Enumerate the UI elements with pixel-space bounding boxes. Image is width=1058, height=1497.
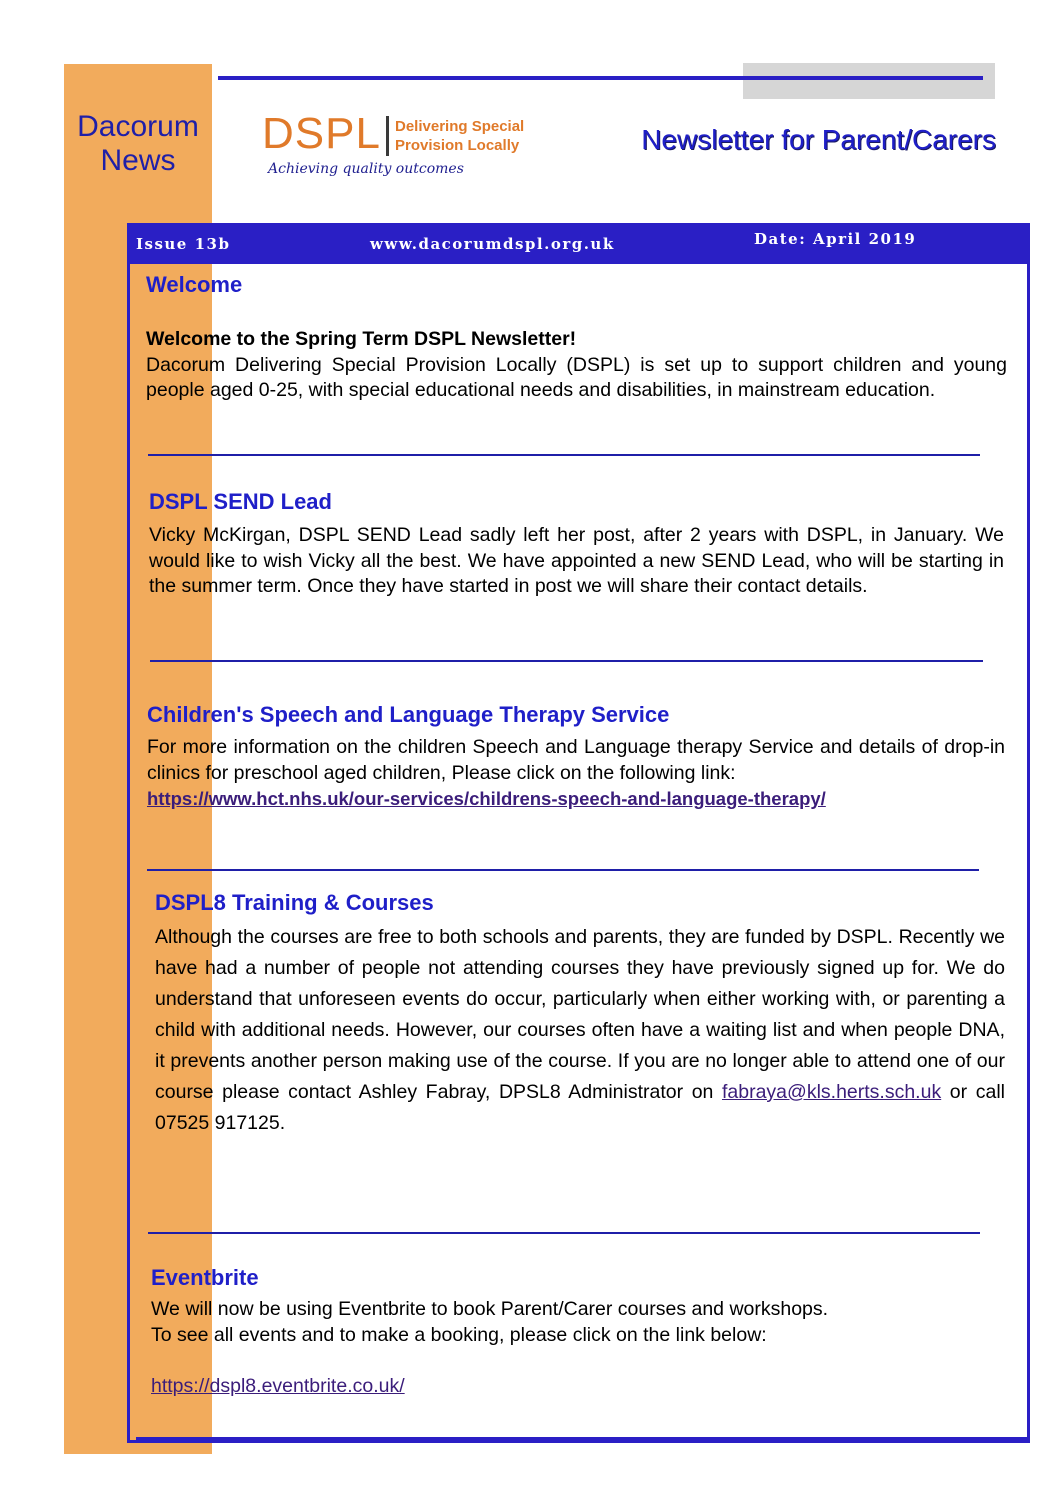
welcome-text: Dacorum Delivering Special Provision Locally (DSPL) is set up to support children and young people aged 0-25, with special educational needs and disabilities, in mainstream education. (146, 353, 1007, 401)
training-phone-text: or call 07525 917125. (155, 1081, 1005, 1134)
section-divider (148, 454, 980, 456)
sidebar-title-line1: Dacorum (77, 110, 199, 143)
section-divider (148, 1232, 980, 1234)
logo-tagline: Achieving quality outcomes (268, 161, 464, 177)
logo-subtitle-line2: Provision Locally (395, 137, 520, 154)
eventbrite-line2: To see all events and to make a booking, please click on the link below: (151, 1323, 767, 1346)
dspl-logo (262, 109, 537, 184)
logo-subtitle-line1: Delivering Special (395, 118, 525, 135)
logo-wordmark: DSPL (262, 109, 381, 158)
eventbrite-title: Eventbrite (151, 1265, 259, 1290)
training-text: Although the courses are free to both schools and parents, they are funded by DSPL. Recently we have had a number of people not attending courses they have previously signed up for. We do understand that unforeseen events do occur, particularly when either working with, or parenting a child with additional needs. However, our courses often have a waiting list and when people DNA, it prevents another person making use of the course. If you are no longer able to attend one of our course please contact Ashley Fabray, DPSL8 Administrator on (155, 926, 1005, 1103)
sidebar-title-line2: News (100, 144, 176, 177)
section-divider (150, 660, 983, 662)
section-divider (147, 869, 979, 871)
training-body (155, 922, 1005, 1139)
page-heading: Newsletter for Parent/Carers (641, 124, 996, 155)
welcome-lead: Welcome to the Spring Term DSPL Newsletter! (146, 328, 577, 350)
content-frame (127, 223, 1030, 1443)
speech-therapy-title: Children's Speech and Language Therapy Service (147, 702, 670, 727)
training-title: DSPL8 Training & Courses (155, 890, 434, 915)
issue-header-bar (130, 226, 1027, 264)
training-email-link[interactable]: fabraya@kls.herts.sch.uk (721, 1081, 942, 1103)
send-lead-title: DSPL SEND Lead (149, 489, 332, 514)
welcome-title: Welcome (146, 272, 243, 297)
sidebar-title (64, 110, 212, 178)
speech-therapy-text: For more information on the children Speech and Language therapy Service and details of drop-in clinics for preschool aged children, Please click on the following link: (147, 736, 1005, 784)
website-link[interactable]: www.dacorumdspl.org.uk (370, 235, 615, 253)
eventbrite-link[interactable]: https://dspl8.eventbrite.co.uk/ (151, 1375, 405, 1397)
send-lead-body: Vicky McKirgan, DSPL SEND Lead sadly left her post, after 2 years with DSPL, in January. We would like to wish Vicky all the best. We have appointed a new SEND Lead, who will be starting in the summer term. Once they have started in post we will share their contact details. (149, 524, 1004, 597)
logo-divider (386, 116, 389, 156)
eventbrite-line1: We will now be using Eventbrite to book Parent/Carer courses and workshops. (151, 1298, 829, 1320)
logo-subtitle (395, 117, 524, 155)
speech-therapy-body (147, 735, 1005, 813)
speech-therapy-link[interactable]: https://www.hct.nhs.uk/our-services/childrens-speech-and-language-therapy/ (147, 788, 826, 809)
header-gray-block (743, 63, 995, 99)
issue-date: Date: April 2019 (754, 230, 917, 248)
welcome-body (146, 327, 1007, 404)
eventbrite-body (151, 1297, 1007, 1348)
issue-number: Issue 13b (136, 235, 231, 253)
